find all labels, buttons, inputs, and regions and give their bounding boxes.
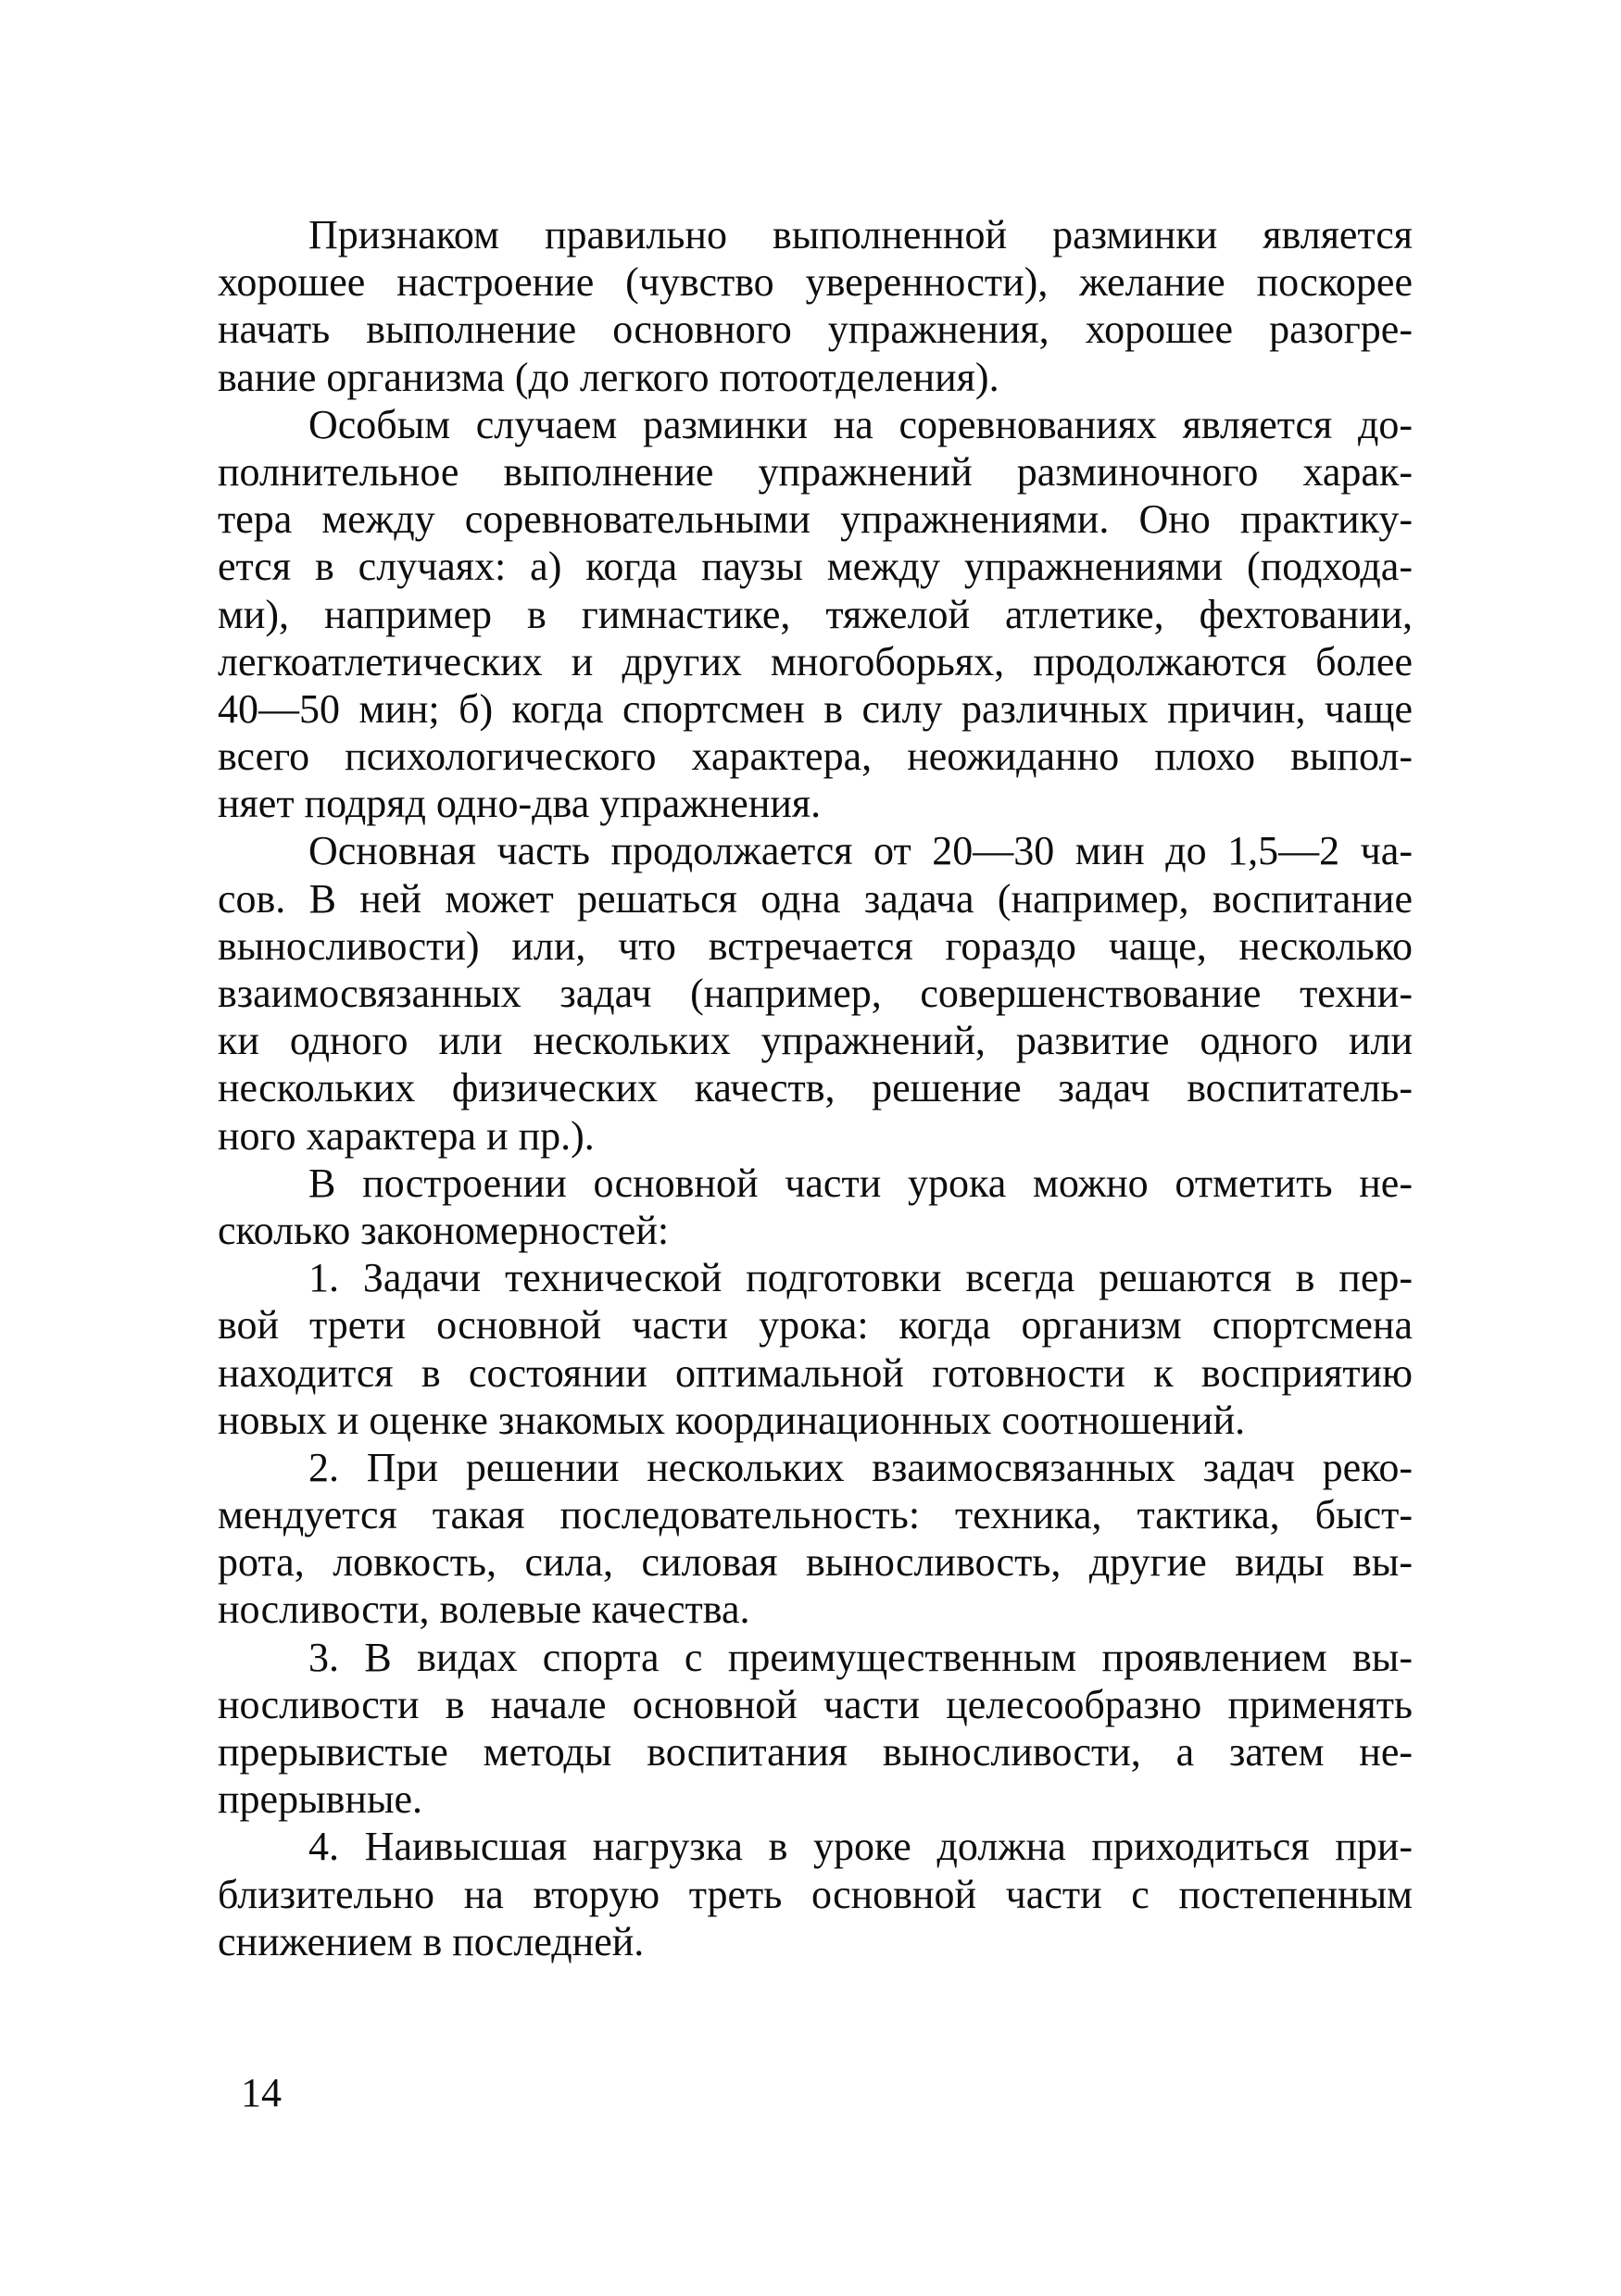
text-line: близительно на вторую треть основной части с постепенным: [218, 1871, 1413, 1917]
page-number: 14: [241, 2070, 282, 2115]
text-line: няет подряд одно-два упражнения.: [218, 781, 822, 827]
text-line: Особым случаем разминки на соревнованиях является до-: [308, 401, 1413, 447]
text-line: легкоатлетических и других многоборьях, продолжаются более: [218, 638, 1413, 684]
text-line: 2. При решении нескольких взаимосвязанных задач реко-: [308, 1444, 1413, 1490]
text-line: ми), например в гимнастике, тяжелой атлетике, фехтовании,: [218, 591, 1413, 637]
paragraph-2: [218, 401, 1413, 828]
text-line: полнительное выполнение упражнений разминочного харак-: [218, 448, 1413, 495]
text-line: ется в случаях: а) когда паузы между упражнениями (подхода-: [218, 544, 1413, 590]
paragraph-1: [218, 211, 1413, 401]
text-line: вание организма (до легкого потоотделения).: [218, 354, 999, 400]
text-line: 40—50 мин; б) когда спортсмен в силу различных причин, чаще: [218, 685, 1413, 732]
text-line: выносливости) или, что встречается гораздо чаще, несколько: [218, 922, 1413, 969]
text-line: мендуется такая последовательность: техника, тактика, быст-: [218, 1492, 1413, 1538]
text-line: тера между соревновательными упражнениями. Оно практику-: [218, 496, 1413, 543]
text-line: носливости в начале основной части целесообразно применять: [218, 1681, 1413, 1727]
text-line: снижением в последней.: [218, 1918, 645, 1964]
text-line: рота, ловкость, сила, силовая выносливость, другие виды вы-: [218, 1539, 1413, 1586]
list-item-1: [218, 1254, 1413, 1444]
text-line: Признаком правильно выполненной разминки является: [308, 212, 1413, 257]
text-line: хорошее настроение (чувство уверенности), желание поскорее: [218, 259, 1413, 306]
text-line: вой трети основной части урока: когда организм спортсмена: [218, 1302, 1413, 1349]
text-line: взаимосвязанных задач (например, совершенствование техни-: [218, 971, 1413, 1016]
paragraph-3: [218, 827, 1413, 1159]
text-line: 1. Задачи технической подготовки всегда решаются в пер-: [308, 1255, 1413, 1301]
body-text: [218, 211, 1413, 1965]
list-item-3: [218, 1634, 1413, 1824]
text-line: 4. Наивысшая нагрузка в уроке должна приходиться при-: [308, 1824, 1413, 1870]
text-line: нескольких физических качеств, решение задач воспитатель-: [218, 1065, 1413, 1111]
text-line: ного характера и пр.).: [218, 1112, 595, 1159]
text-line: начать выполнение основного упражнения, хорошее разогре-: [218, 307, 1413, 353]
text-line: новых и оценке знакомых координационных соотношений.: [218, 1397, 1246, 1443]
text-line: сов. В ней может решаться одна задача (например, воспитание: [218, 875, 1413, 922]
paragraph-4: [218, 1160, 1413, 1254]
list-item-4: [218, 1823, 1413, 1965]
text-line: Основная часть продолжается от 20—30 мин до 1,5—2 ча-: [308, 828, 1413, 874]
text-line: всего психологического характера, неожиданно плохо выпол-: [218, 734, 1413, 780]
text-line: находится в состоянии оптимальной готовности к восприятию: [218, 1349, 1413, 1396]
text-line: прерывистые методы воспитания выносливости, а затем не-: [218, 1729, 1413, 1775]
text-line: носливости, волевые качества.: [218, 1587, 750, 1633]
text-line: ки одного или нескольких упражнений, развитие одного или: [218, 1018, 1413, 1064]
text-line: сколько закономерностей:: [218, 1207, 670, 1253]
text-line: 3. В видах спорта с преимущественным проявлением вы-: [308, 1634, 1413, 1680]
list-item-2: [218, 1444, 1413, 1634]
text-line: прерывные.: [218, 1776, 423, 1823]
text-line: В построении основной части урока можно отметить не-: [308, 1160, 1413, 1206]
